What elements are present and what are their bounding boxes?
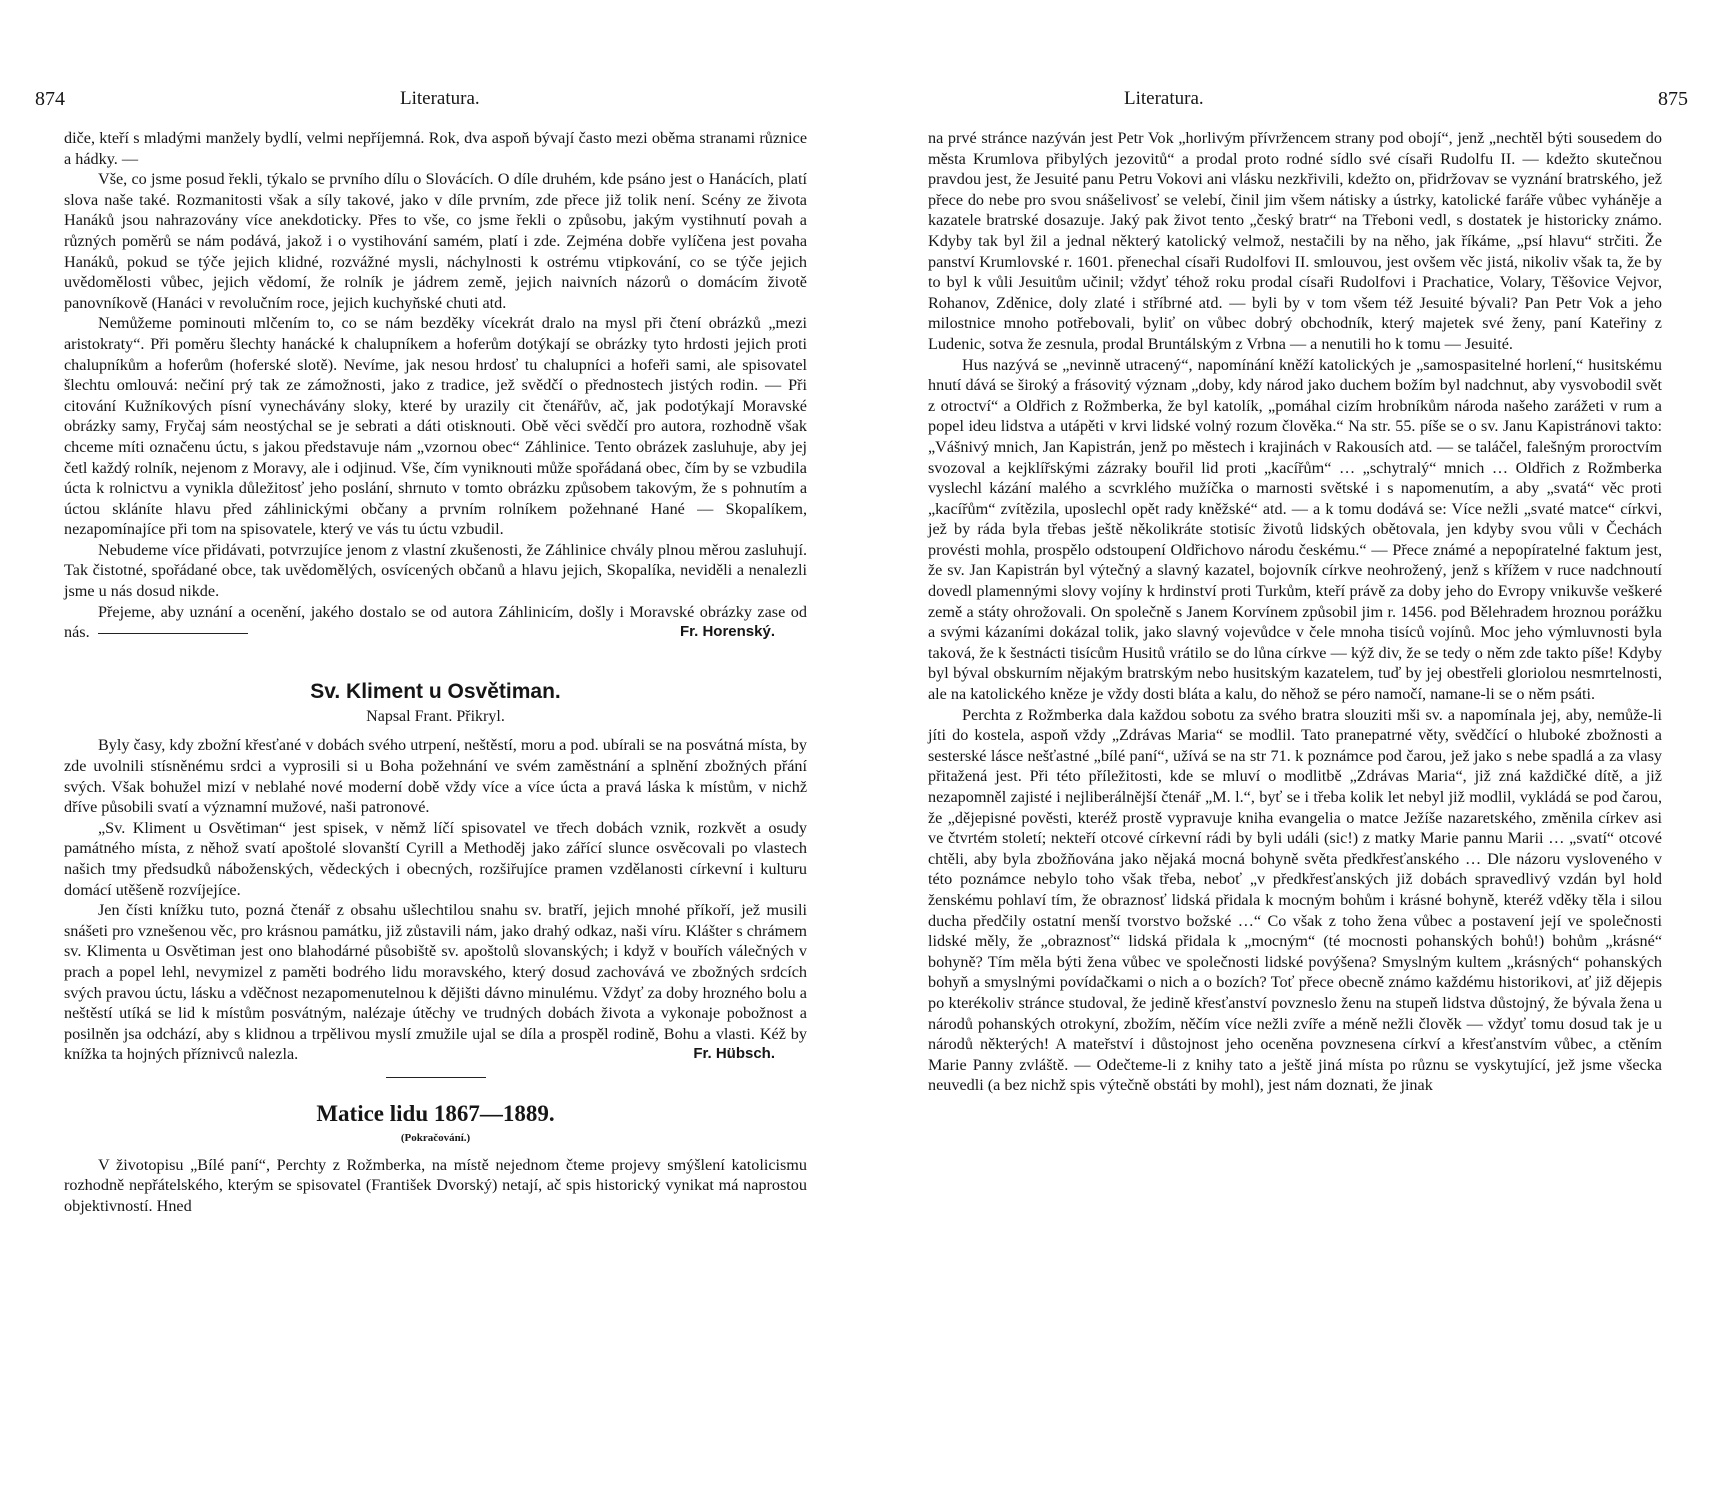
intro-paragraph-2: Vše, co jsme posud řekli, týkalo se prvního dílu o Slovácích. O díle druhém, kde psáno jest o Hanácích, platí slova naše také. Rozmanitosti však a síly takové, jako v díle prvním, zde přece již tolik není. Scény ze života Hanáků jsou nahrazovány více anekdoticky. Přes to vše, co jsme řekli o způsobu, jakým vystihnutí povah a různých poměrů se nám podává, jakož i o vystihování samém, platí i zde. Zejména dobře vylíčena jest povaha Hanáků, pokud se týče jejich klidné, rozvážné mysli, náchylnosti k ostrému vtipkování, co se týče jejich uvědomělosti vůbec, jejich vědomí, že rolník je jádrem země, jejich naivních názorů o domácím životě panovníkově (Hanáci v revolučním roce, jejich kuchyňské chuti atd. (64, 170, 807, 312)
article1-paragraph-2: „Sv. Kliment u Osvětiman“ jest spisek, v němž líčí spisovatel ve třech dobách vznik, rozkvět a osudy památného místa, z něhož svatí apoštolé slovanští Cyrill a Methoděj jako zářící slunce osvěcovali po vlastech našich tmy předsudků náboženských, vědeckých i obecných, rozšiřujíce pramen vzdělanosti církevní i kulturu domácí utěšeně rozvíjejíce. (64, 818, 807, 899)
article2-paragraph-1: V životopisu „Bílé paní“, Perchty z Rožmberka, na místě nejednom čteme projevy smýšlení katolicismu rozhodně nepřátelského, kterým se spisovatel (František Dvorský) netají, ač spis historický vynikat má naprostou objektivností. Hned (64, 1155, 807, 1215)
intro-signature: Fr. Horenský. (679, 623, 775, 641)
article2-title: Matice lidu 1867—1889. (316, 1100, 555, 1126)
left-column (64, 128, 807, 1216)
intro-paragraph-3: Nemůžeme pominouti mlčením to, co se nám bezděky vícekrát dralo na mysl při čtení obrázků „mezi aristokraty“. Při poměru šlechty hanácké k chalupníkem a hoferům dotýkají se obrázky tyto hrdosti jejich proti chalupníkům a hoferům (hoferské slotě). Nevíme, jak nesou hrdosť tu chalupníci a hofeři sami, ale spisovatel šlechtu omlouvá: nečiní prý tak ze zámožnosti, jako z tradice, jež svědčí o přednostech jistých rodin. — Při citování Kužníkových písní vynechávány sloky, které by urazily cit čtenářův, ač, jak podotýkají Moravské obrázky samy, Fryčaj sám neostýchal se je sebrati a dáti otisknouti. Obě věci svědčí pro autora, rozhodně však chceme míti označenu úctu, s jakou představuje nám „vzornou obec“ Záhlinice. Tento obrázek zasluhuje, aby jej četl každý rolník, nejenom z Moravy, ale i odjinud. Vše, čím vyniknouti může spořádaná obec, čím by se vzbudila úcta k rolnictvu a vynikla důležitosť jeho poslání, shrnuto v tomto obrázku způsobem takovým, že s pohnutím a úctou skláníte hlavu před záhlinickými občany a prvním rolníkem požehnané Hané — Skopalíkem, nezapomínajíce při tom na spisovatele, který ve vás tu úctu vzbudil. (64, 314, 807, 539)
right-paragraph-2: Hus nazývá se „nevinně utracený“, napomínání kněží katolických je „samospasitelné horlení,“ husitskému hnutí dává se široký a frásovitý význam „doby, kdy národ jako duchem božím byl nadchnut, aby vysvobodil svět z otroctví“ a Oldřich z Rožmberka, že byl katolík, „pomáhal cizím hrobníkům národa našeho zarážeti v rum a popel ideu lidstva a utápěti v krvi lidské volný rozum člověka.“ Na str. 55. píše se o sv. Janu Kapistránovi takto: „Vášnivý mnich, Jan Kapistrán, jenž po městech i krajinách v Rakousích atd. — se taláčel, falešným proroctvím svozoval a kejklířskými zázraky bouřil lid proti „kacířům“ … „schytralý“ mnich … Oldřich z Rožmberka vyslechl kázání malého a scvrklého mužíčka o marnosti světské i s napomenutím, a aby „svatá“ věc proti „kacířům“ zvítězila, uposlechl opět rady kněžské“ atd. — a k tomu dodává se: Více nežli „svaté matce“ církvi, jež by ráda byla třebas ještě několikráte stotisíc životů lidských obětovala, jen kdyby svou vůli v Čechách provésti mohla, prospělo odstoupení Oldřichovo národu českému.“ — Přece známé a nepopíratelné faktum jest, že sv. Jan Kapistrán byl výtečný a slavný kazatel, bojovník církve neohrožený, jenž s křížem v ruce nadchnoutí dovedl plamennými slovy vojíny k hrdinství proti Turkům, kteří právě za doby jeho do Evropy vnikuvše veškeré země a státy ohrožovali. On společně s Janem Korvínem způsobil jim r. 1456. pod Bělehradem hroznou porážku a svými kázaními dokázal tolik, jako slavný vojevůdce v čele mnoha tisíců vojínů. Moc jeho výmluvnosti byla taková, že k šestnácti tisícům Husitů vrátilo se do lůna církve — kýž div, že se tedy o něm zde takto píše! Kdyby byl býval obskurním nějakým bratrským nebo husitským kazatelem, tuď by jej obestřeli gloriolou nesmrtelnosti, ale na katolického kněze je vždy dosti bláta a kalu, do něhož se péro namočí, namane-li se o něm psáti. (928, 355, 1662, 704)
article1-paragraph-3-text: Jen čísti knížku tuto, pozná čtenář z obsahu ušlechtilou snahu sv. bratří, jejich mnohé příkoří, jež musili snášeti pro vznešenou věc, pro krásnou památku, již zůstavili nám, jako drahý odkaz, naši víru. Klášter s chrámem sv. Klimenta u Osvětiman jest ono blahodárné působiště sv. apoštolů slovanských; i když v bouřích válečných v prach a popel lehl, nevymizel z paměti bodrého lidu moravského, který dosud zachovává ve zbožných srdcích svých pravou úctu, lásku a vděčnost nezapomenutelnou k dějišti dávno minulému. Vždyť za doby hrozného bolu a neštěstí utíká se lid k místům posvátným, nalézaje útěchy ve trudných dobách života a vykonaje pobožnost a posilněn jsa odchází, aby s klidnou a trpělivou myslí zmužile ujal se díla a prospěl rodině, Bohu a vlasti. Kéž by knížka ta hojných příznivců nalezla. (64, 901, 807, 1064)
right-running-title: Literatura. (1124, 88, 1204, 109)
right-paragraph-1: na prvé stránce nazýván jest Petr Vok „horlivým přívržencem strany pod obojí“, jenž „nechtěl býti sousedem do města Krumlova přibylých jezovitů“ a prodal proto rodné sídlo své císaři Rudolfu II. — kdežto skutečnou pravdou jest, že Jesuité panu Petru Vokovi ani vlásku nezkřivili, kdežto on, přidržovav se vyznání bratrského, jež přece do nebe pro svou snášelivosť se velebí, činil jim všem nátisky a ústrky, katolické faráře vůbec vyháněje a kazatele bratrské dosazuje. Jaký pak život tento „český bratr“ na Třeboni vedl, s dostatek je historicky známo. Kdyby tak byl žil a jednal některý katolický velmož, nestačili by na něho, jak říkáme, „psí hlavu“ strčiti. Že panství Krumlovské r. 1601. přenechal císaři Rudolfovi II. smlouvou, jest ovšem věc jistá, nikoliv však ta, že by to byl k vůli Jesuitům učinil; vždyť téhož roku prodal císaři Rudolfovi i Prachatice, Volary, Těšovice Vejvor, Rohanov, Zděnice, doly zlaté i stříbrné atd. — byli by v tom všem též Jesuité bývali? Pan Petr Vok a jeho milostnice mnoho potřebovali, byliť on vůbec dobrý obchodník, který majetek své ženy, paní Kateřiny z Ludenic, sotva že zesnula, prodal Bruntálským z Vrbna — a nenutili ho k tomu — Jesuité. (928, 129, 1662, 353)
article1-paragraph-1: Byly časy, kdy zbožní křesťané v dobách svého utrpení, neštěstí, moru a pod. ubírali se na posvátná místa, by zde uvolnili stísněnému srdci a vyprosili si u Boha požehnání ve svém zaměstnání a splnění zbožných přání svých. Však bohužel mizí v neblahé nové moderní době vždy více a více úcta a pravá láska k místům, v nichž dříve působili svatí a významní mužové, naši patronové. (64, 736, 807, 817)
intro-paragraph-4: Nebudeme více přidávati, potvrzujíce jenom z vlastní zkušenosti, že Záhlinice chvály plnou měrou zasluhují. Tak čistotné, spořádané obce, tak uvědomělých, osvícených občanů a hlavu jejich, Skopalíka, neviděli a nenalezli jsme u nás dosud nikde. (64, 540, 807, 601)
left-page-number: 874 (35, 88, 65, 110)
right-paragraph-3: Perchta z Rožmberka dala každou sobotu za svého bratra slouziti mši sv. a napomínala jej, aby, nemůže-li jíti do kostela, aspoň vždy „Zdrávas Maria“ se modlil. Tato pranepatrné věty, svědčící o hluboké zbožnosti a sesterské lásce nešťastné „bílé paní“, užívá se na str 71. k poznámce pod čarou, jež jako s nebe spadlá a za vlasy přitažená jest. Při této příležitosti, kde se mluví o modlitbě „Zdrávas Maria“, již zná každičké dítě, a již nezapomněl zajisté i nejliberálnější čtenář „M. l.“, byť se i třeba kolik let nebyl již modlil, vykládá se pod čarou, že „dějepisné pověsti, kteréž prostě vypravuje kniha evangelia o matce Ježíše nazaretského, změnila církev asi ve čtvrtém století; nekteří otcové církevní rádi by byli událi (sic!) z matky Marie pannu Marii … „svatí“ otcové chtěli, aby byla zbožňována jako nějaká mocná bohyně světa předkřesťanského … Dle názoru vysloveného v této poznámce nebylo toho však třeba, neboť „v předkřesťanských již dobách spravedlivý vzdán byl hold ženskému pohlaví tím, že obraznosť lidská přidala k mocným bohům i krásné bohyně, kteréž vděky těla i silou ducha předčily ostatní menší tvorstvo božské …“ Co však z toho žena vůbec a postavení její ve společnosti lidské měly, že „obraznosť“ lidská přidala k „mocným“ (té mocnosti pohanských bohů!) bohům „krásné“ bohyně? Tím měla býti žena vůbec ve společnosti lidské povýšena? Smyslným kultem „krásných“ pohanských bohyň a smyslnými povídačkami o nich a o bozích? Toť přece obecně známo každému historikovi, ať již dějepis po kterékoliv stránce studoval, že jedině křesťanství povzneslo ženu na stupeň lidstva důstojný, že bývala žena u národů pohanských otrokyní, zbožím, něčím více nežli zvíře a méně nežli člověk — vždyť tomu dosud tak je u národů některých! A mateřství i důstojnost jeho oceněna povznesena církví a křesťanstvím vůbec, a ctěním Marie Panny zvláště. — Odečteme-li z knihy tato a ještě jiná místa po různu se vyskytující, jež jsme všecka neuvedli (a bez nichž spis výtečně obstáti by mohl), jest nám doznati, že jinak (928, 705, 1662, 1095)
intro-paragraph-1: diče, kteří s mladými manžely bydlí, velmi nepříjemná. Rok, dva aspoň bývají často mezi oběma stranami různice a hádky. — (64, 129, 807, 168)
right-page-number: 875 (1658, 88, 1688, 110)
right-page (858, 0, 1716, 1500)
intro-paragraph-5 (64, 602, 807, 643)
article1-paragraph-3 (64, 900, 807, 1065)
signature-rule (98, 633, 248, 634)
article1-signature: Fr. Hübsch. (693, 1045, 775, 1063)
left-running-title: Literatura. (400, 88, 480, 109)
article2-subtitle: (Pokračování.) (400, 1131, 471, 1144)
article1-title: Sv. Kliment u Osvětiman. (310, 679, 561, 703)
right-column (928, 128, 1662, 1096)
section-divider (386, 1077, 486, 1078)
article1-byline: Napsal Frant. Přikryl. (366, 707, 505, 725)
intro-closing-text: Přejeme, aby uznání a ocenění, jakého dostalo se od autora Záhlinicím, došly i Moravské obrázky zase od nás. (64, 602, 807, 642)
